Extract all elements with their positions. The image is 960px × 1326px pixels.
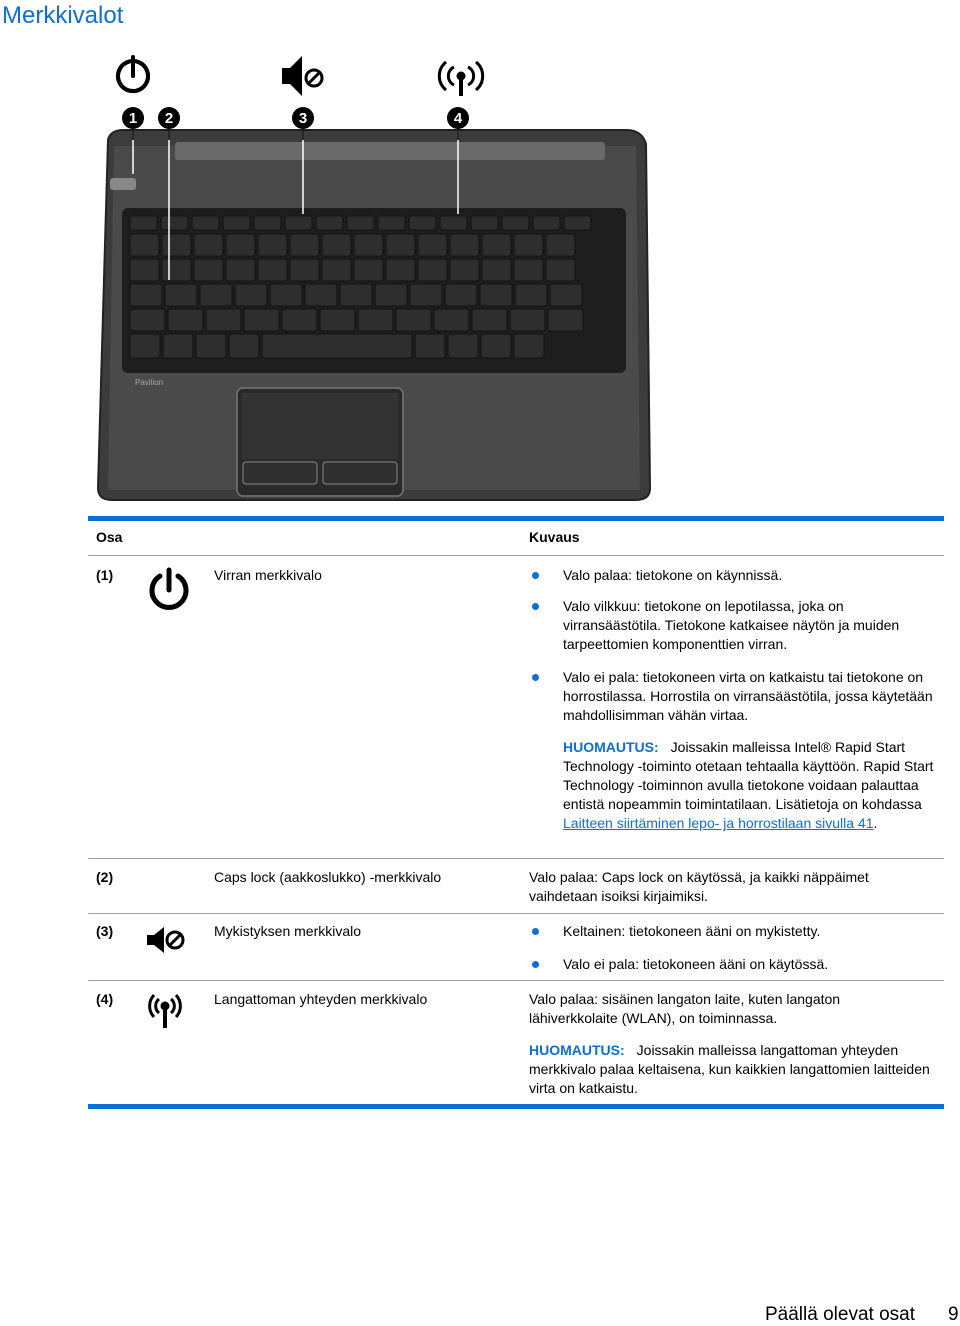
key	[196, 334, 226, 358]
key	[410, 284, 442, 306]
row-rule	[88, 980, 944, 981]
key	[514, 259, 543, 281]
svg-text:4: 4	[453, 110, 463, 127]
key	[130, 334, 160, 358]
key	[548, 309, 583, 331]
key	[514, 234, 543, 256]
row-1-bullet-1: Valo palaa: tietokone on käynnissä.	[563, 567, 783, 583]
key	[290, 234, 319, 256]
note-label: HUOMAUTUS:	[529, 1042, 625, 1058]
key	[285, 216, 312, 230]
key	[409, 216, 436, 230]
key	[347, 216, 374, 230]
key	[354, 234, 383, 256]
row-1-bullet-3: Valo ei pala: tietokoneen virta on katkaistu tai tietokone on horrostilassa. Horrostila on virransäästötila, jossa käytetään mahdollisimman vähän virtaa.	[563, 669, 933, 723]
key	[354, 259, 383, 281]
row-4-description: Valo palaa: sisäinen langaton laite, kuten langaton lähiverkkolaite (WLAN), on toiminnassa.	[529, 991, 841, 1026]
key	[244, 309, 279, 331]
callout-2	[158, 107, 180, 129]
table-top-rule	[88, 516, 944, 521]
key	[445, 284, 477, 306]
key	[386, 259, 415, 281]
key	[418, 259, 447, 281]
footer-section-title: Päällä olevat osat	[765, 1304, 915, 1325]
row-2-name: Caps lock (aakkoslukko) -merkkivalo	[214, 869, 442, 885]
key	[418, 234, 447, 256]
row-1-bullet-2: Valo vilkkuu: tietokone on lepotilassa, joka on virransäästötila. Tietokone katkaisee näytön ja muiden tarpeettomien komponenttien virran.	[563, 598, 900, 652]
key	[162, 234, 191, 256]
row-3-bullet-2: Valo ei pala: tietokoneen ääni on käytössä.	[563, 956, 829, 972]
row-1-note: HUOMAUTUS: Joissakin malleissa Intel® Rapid Start Technology -toiminto otetaan tehtaalla käyttöön. Rapid Start Technology -toiminnon avulla tietokone voidaan palauttaa entistä nopeammin toimintatilaan. Lisätietoja on kohdassa Laitteen siirtäminen lepo- ja horrostilaan sivulla 41.	[563, 739, 934, 831]
key	[194, 234, 223, 256]
row-2-description: Valo palaa: Caps lock on käytössä, ja kaikki näppäimet vaihdetaan isoiksi kirjaimiksi.	[529, 869, 869, 904]
key	[322, 259, 351, 281]
note-label: HUOMAUTUS:	[563, 739, 659, 755]
key	[130, 234, 159, 256]
key	[226, 234, 255, 256]
bullet-icon	[532, 603, 539, 610]
key	[130, 309, 165, 331]
key	[226, 259, 255, 281]
header-part: Osa	[96, 529, 123, 545]
key	[290, 259, 319, 281]
key	[235, 284, 267, 306]
row-4-number: (4)	[96, 991, 114, 1007]
row-rule	[88, 913, 944, 914]
key	[316, 216, 343, 230]
svg-text:1: 1	[128, 110, 138, 127]
cross-reference-link[interactable]: Laitteen siirtäminen lepo- ja horrostilaan sivulla 41	[563, 815, 874, 831]
key	[163, 334, 193, 358]
key	[434, 309, 469, 331]
key	[282, 309, 317, 331]
key	[515, 284, 547, 306]
key	[192, 216, 219, 230]
note-text: Joissakin malleissa langattoman yhteyden merkkivalo palaa keltaisena, kun kaikkien langattomien laitteiden virta on katkaistu.	[529, 1042, 930, 1096]
key	[223, 216, 250, 230]
key	[375, 284, 407, 306]
key	[482, 234, 511, 256]
key	[378, 216, 405, 230]
key	[162, 259, 191, 281]
wireless-icon	[146, 992, 184, 1030]
row-3-number: (3)	[96, 923, 114, 939]
key	[206, 309, 241, 331]
row-4-note	[529, 1041, 939, 1098]
page-title: Merkkivalot	[2, 2, 124, 29]
key	[130, 284, 162, 306]
key	[258, 259, 287, 281]
svg-text:3: 3	[298, 110, 308, 127]
row-1-name: Virran merkkivalo	[214, 567, 322, 583]
row-rule	[88, 858, 944, 859]
key	[450, 234, 479, 256]
key	[502, 216, 529, 230]
key	[471, 216, 498, 230]
key	[130, 259, 159, 281]
row-2-number: (2)	[96, 869, 114, 885]
power-button	[110, 178, 136, 190]
key	[415, 334, 445, 358]
key	[168, 309, 203, 331]
laptop-keyboard-figure	[90, 48, 660, 508]
callout-4	[447, 107, 469, 129]
bullet-icon	[532, 928, 539, 935]
note-text: Joissakin malleissa Intel® Rapid Start Technology -toiminto otetaan tehtaalla käyttöön. Rapid Start Technology -toiminnon avulla tietokone voidaan palauttaa entistä nopeammin toimintatilaan. Lisätietoja on kohdassa	[563, 739, 934, 812]
key	[450, 259, 479, 281]
key	[340, 284, 372, 306]
key	[386, 234, 415, 256]
key	[262, 334, 412, 358]
row-3-bullet-1: Keltainen: tietokoneen ääni on mykistetty.	[563, 923, 821, 939]
key	[546, 259, 575, 281]
wireless-icon	[439, 62, 482, 96]
row-1-number: (1)	[96, 567, 114, 583]
callout-3	[292, 107, 314, 129]
key	[254, 216, 281, 230]
power-icon	[118, 57, 148, 91]
row-3-name: Mykistyksen merkkivalo	[214, 923, 362, 939]
key	[440, 216, 467, 230]
key	[448, 334, 478, 358]
bullet-icon	[532, 572, 539, 579]
header-rule	[88, 555, 944, 556]
footer-page-number: 9	[948, 1304, 959, 1325]
key	[305, 284, 337, 306]
row-4-name: Langattoman yhteyden merkkivalo	[214, 991, 428, 1007]
key	[194, 259, 223, 281]
touchpad-right-button	[323, 462, 397, 484]
key	[481, 334, 511, 358]
key	[533, 216, 560, 230]
key	[510, 309, 545, 331]
header-description: Kuvaus	[529, 529, 580, 545]
key	[550, 284, 582, 306]
key	[130, 216, 157, 230]
touchpad-left-button	[243, 462, 317, 484]
key	[320, 309, 355, 331]
key	[546, 234, 575, 256]
key	[258, 234, 287, 256]
callout-1	[122, 107, 144, 129]
key	[514, 334, 544, 358]
key	[165, 284, 197, 306]
key	[229, 334, 259, 358]
key	[200, 284, 232, 306]
bullet-icon	[532, 674, 539, 681]
key	[396, 309, 431, 331]
svg-text:2: 2	[164, 110, 174, 127]
key	[480, 284, 512, 306]
table-bottom-rule	[88, 1104, 944, 1109]
key	[161, 216, 188, 230]
bullet-icon	[532, 961, 539, 968]
mute-icon	[282, 56, 322, 96]
brand-label: Pavilion	[135, 378, 164, 387]
key	[322, 234, 351, 256]
key	[482, 259, 511, 281]
power-icon	[146, 566, 192, 614]
mute-icon	[146, 926, 186, 954]
key	[358, 309, 393, 331]
key	[472, 309, 507, 331]
key	[270, 284, 302, 306]
key	[564, 216, 591, 230]
